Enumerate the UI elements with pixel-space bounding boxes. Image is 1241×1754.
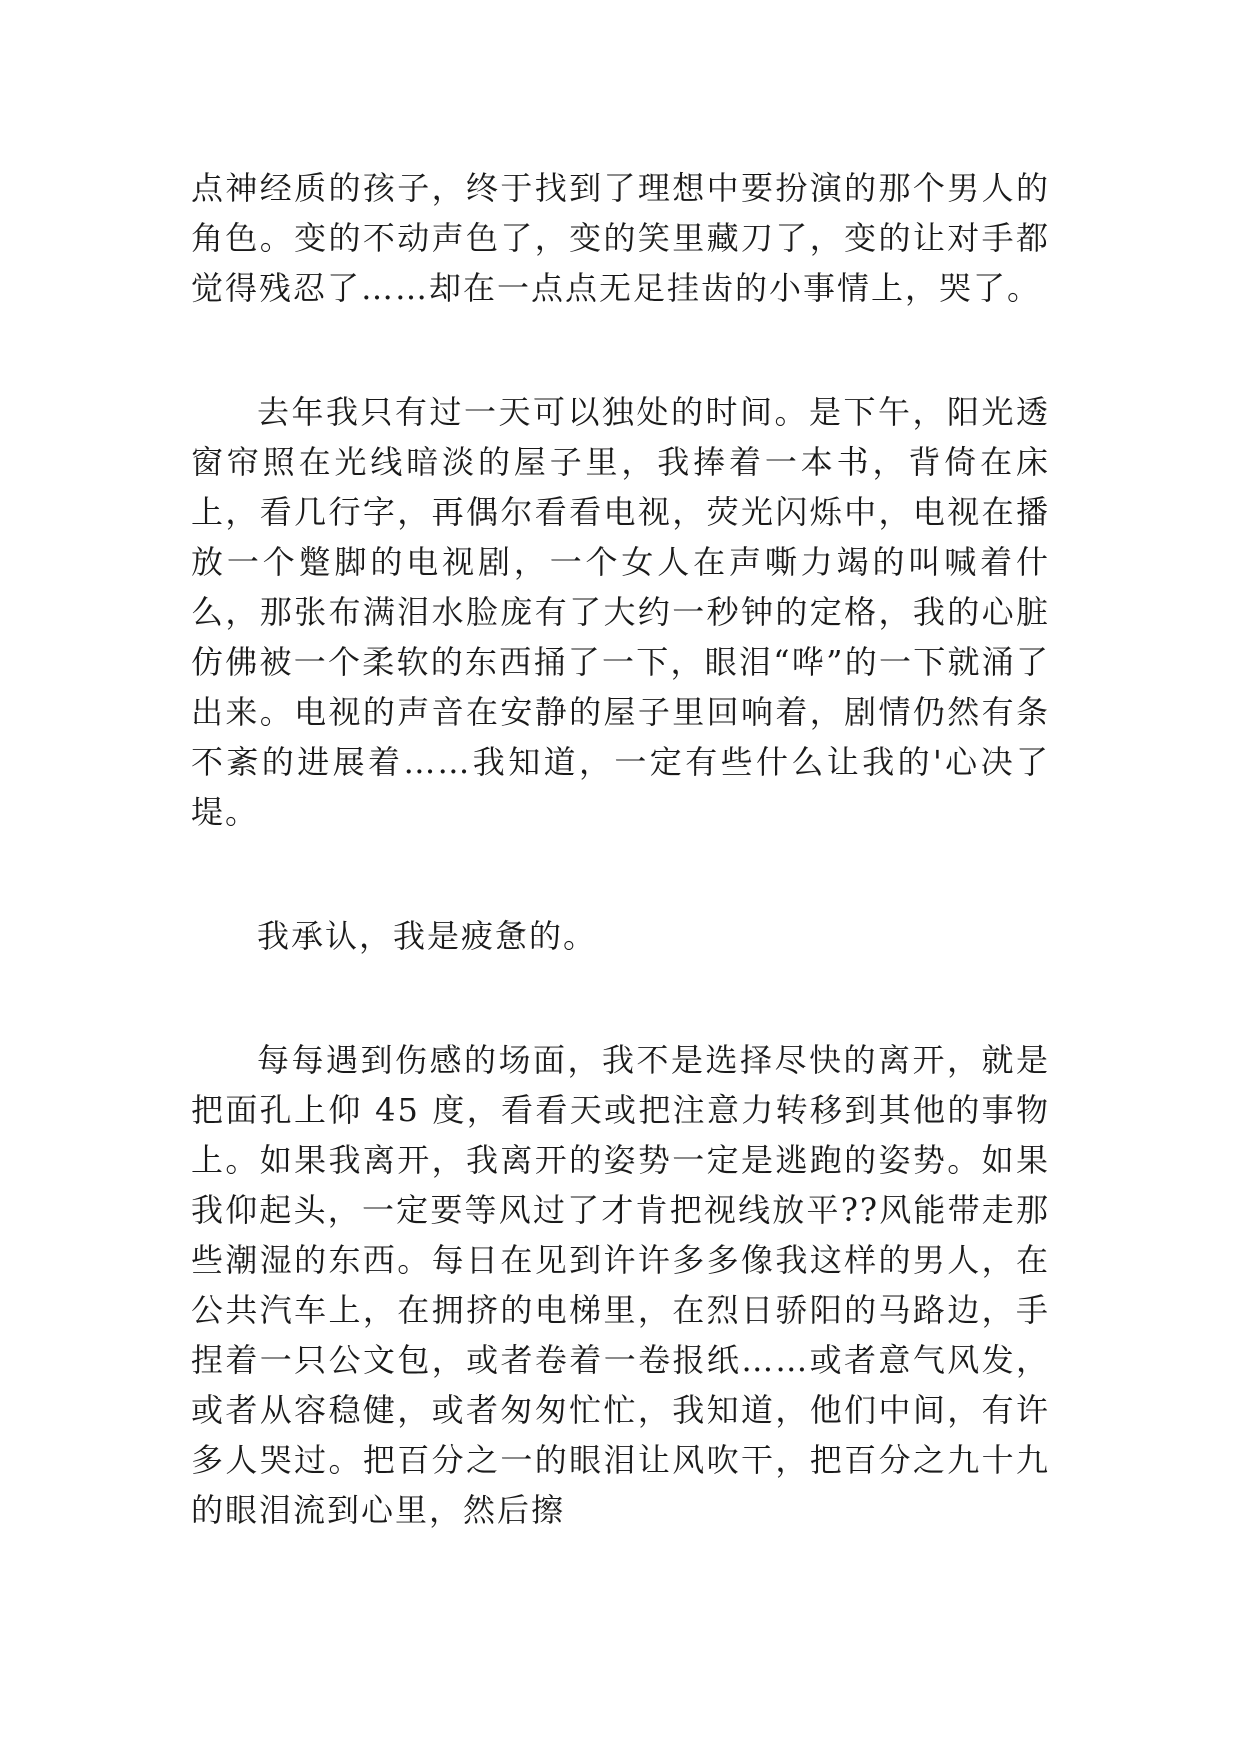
paragraph-spacer	[191, 961, 1050, 1035]
document-body	[191, 163, 1050, 1535]
paragraph-1: 点神经质的孩子，终于找到了理想中要扮演的那个男人的角色。变的不动声色了，变的笑里藏刀了，变的让对手都觉得残忍了……却在一点点无足挂齿的小事情上，哭了。	[191, 169, 1050, 307]
paragraph-spacer	[191, 313, 1050, 387]
paragraph-3: 我承认，我是疲惫的。	[257, 917, 598, 955]
paragraph-2: 去年我只有过一天可以独处的时间。是下午，阳光透窗帘照在光线暗淡的屋子里，我捧着一本书，背倚在床上，看几行字，再偶尔看看电视，荧光闪烁中，电视在播放一个蹩脚的电视剧，一个女人在声嘶力竭的叫喊着什么，那张布满泪水脸庞有了大约一秒钟的定格，我的心脏仿佛被一个柔软的东西捅了一下，眼泪“哗”的一下就涌了出来。电视的声音在安静的屋子里回响着，剧情仍然有条不紊的进展着……我知道，一定有些什么让我的'心决了堤。	[191, 393, 1050, 831]
paragraph-spacer	[191, 837, 1050, 911]
paragraph-4: 每每遇到伤感的场面，我不是选择尽快的离开，就是把面孔上仰 45 度，看看天或把注意力转移到其他的事物上。如果我离开，我离开的姿势一定是逃跑的姿势。如果我仰起头，一定要等风过了才肯把视线放平??风能带走那些潮湿的东西。每日在见到许许多多像我这样的男人，在公共汽车上，在拥挤的电梯里，在烈日骄阳的马路边，手捏着一只公文包，或者卷着一卷报纸……或者意气风发，或者从容稳健，或者匆匆忙忙，我知道，他们中间，有许多人哭过。把百分之一的眼泪让风吹干，把百分之九十九的眼泪流到心里，然后擦	[191, 1041, 1050, 1529]
